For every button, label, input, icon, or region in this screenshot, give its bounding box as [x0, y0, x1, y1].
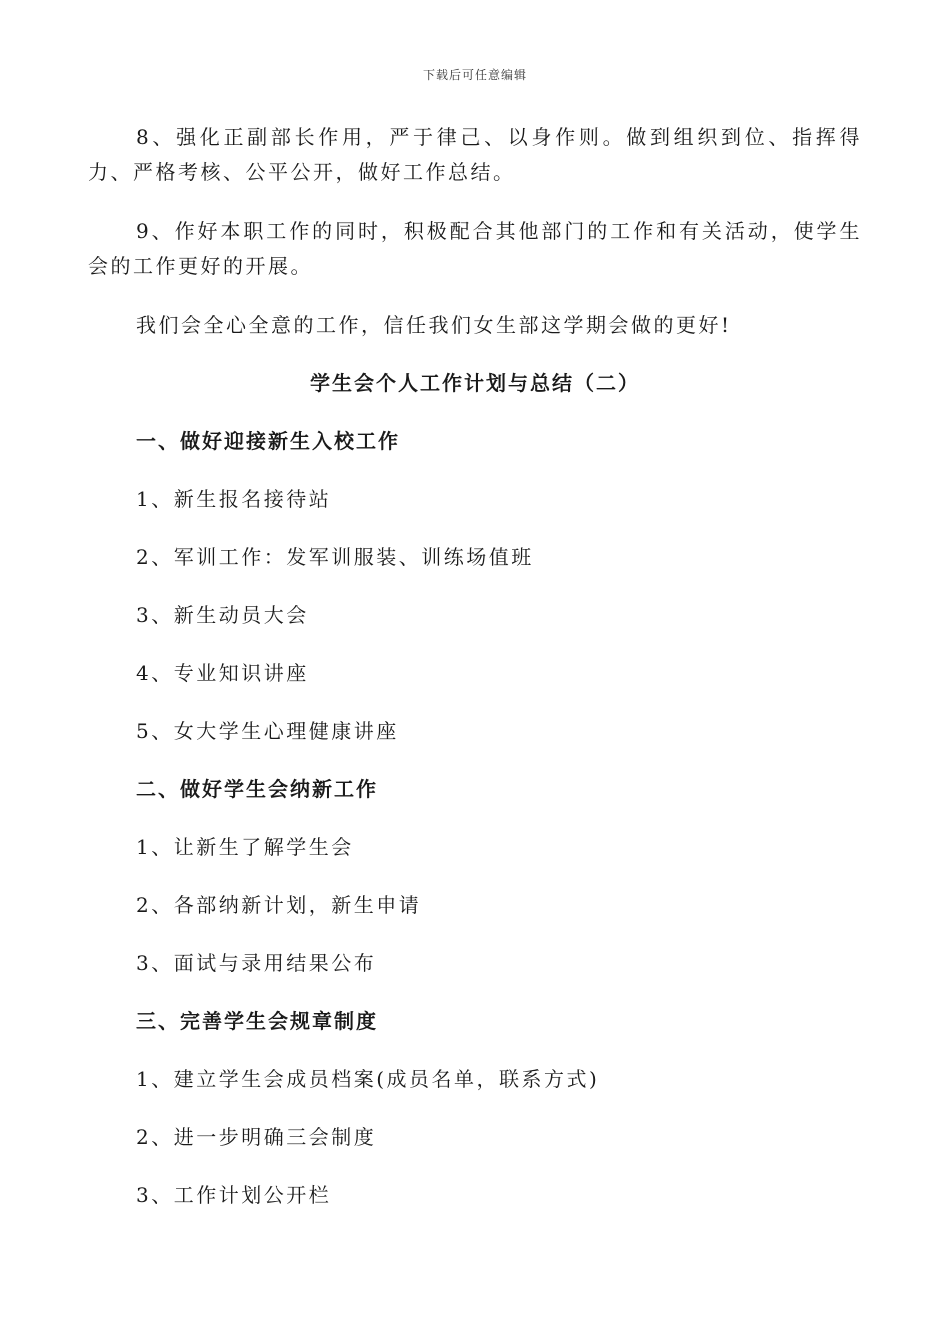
list-item: 5、女大学生心理健康讲座: [136, 719, 399, 743]
list-item: 3、工作计划公开栏: [136, 1183, 332, 1207]
section-2: [88, 775, 862, 1007]
header-note: 下载后可任意编辑: [422, 68, 527, 82]
document-title: 学生会个人工作计划与总结（二）: [310, 371, 640, 395]
section-1: [88, 427, 862, 775]
list-item: 1、新生报名接待站: [136, 487, 332, 511]
document-body: [88, 120, 862, 1239]
section-heading: 一、做好迎接新生入校工作: [136, 429, 400, 453]
section-3: [88, 1007, 862, 1239]
list-item: 4、专业知识讲座: [136, 661, 309, 685]
list-item: 1、建立学生会成员档案(成员名单，联系方式): [136, 1067, 600, 1091]
section-heading: 三、完善学生会规章制度: [136, 1009, 378, 1033]
closing-paragraph: 我们会全心全意的工作，信任我们女生部这学期会做的更好!: [136, 313, 732, 337]
paragraph-9: 9、作好本职工作的同时，积极配合其他部门的工作和有关活动，使学生会的工作更好的开展。: [88, 219, 862, 278]
list-item: 3、面试与录用结果公布: [136, 951, 377, 975]
list-item: 3、新生动员大会: [136, 603, 309, 627]
list-item: 2、各部纳新计划，新生申请: [136, 893, 422, 917]
list-item: 2、军训工作：发军训服装、训练场值班: [136, 545, 534, 569]
paragraph-8: 8、强化正副部长作用，严于律己、以身作则。做到组织到位、指挥得力、严格考核、公平公开，做好工作总结。: [88, 125, 862, 184]
section-heading: 二、做好学生会纳新工作: [136, 777, 378, 801]
list-item: 1、让新生了解学生会: [136, 835, 354, 859]
list-item: 2、进一步明确三会制度: [136, 1125, 377, 1149]
